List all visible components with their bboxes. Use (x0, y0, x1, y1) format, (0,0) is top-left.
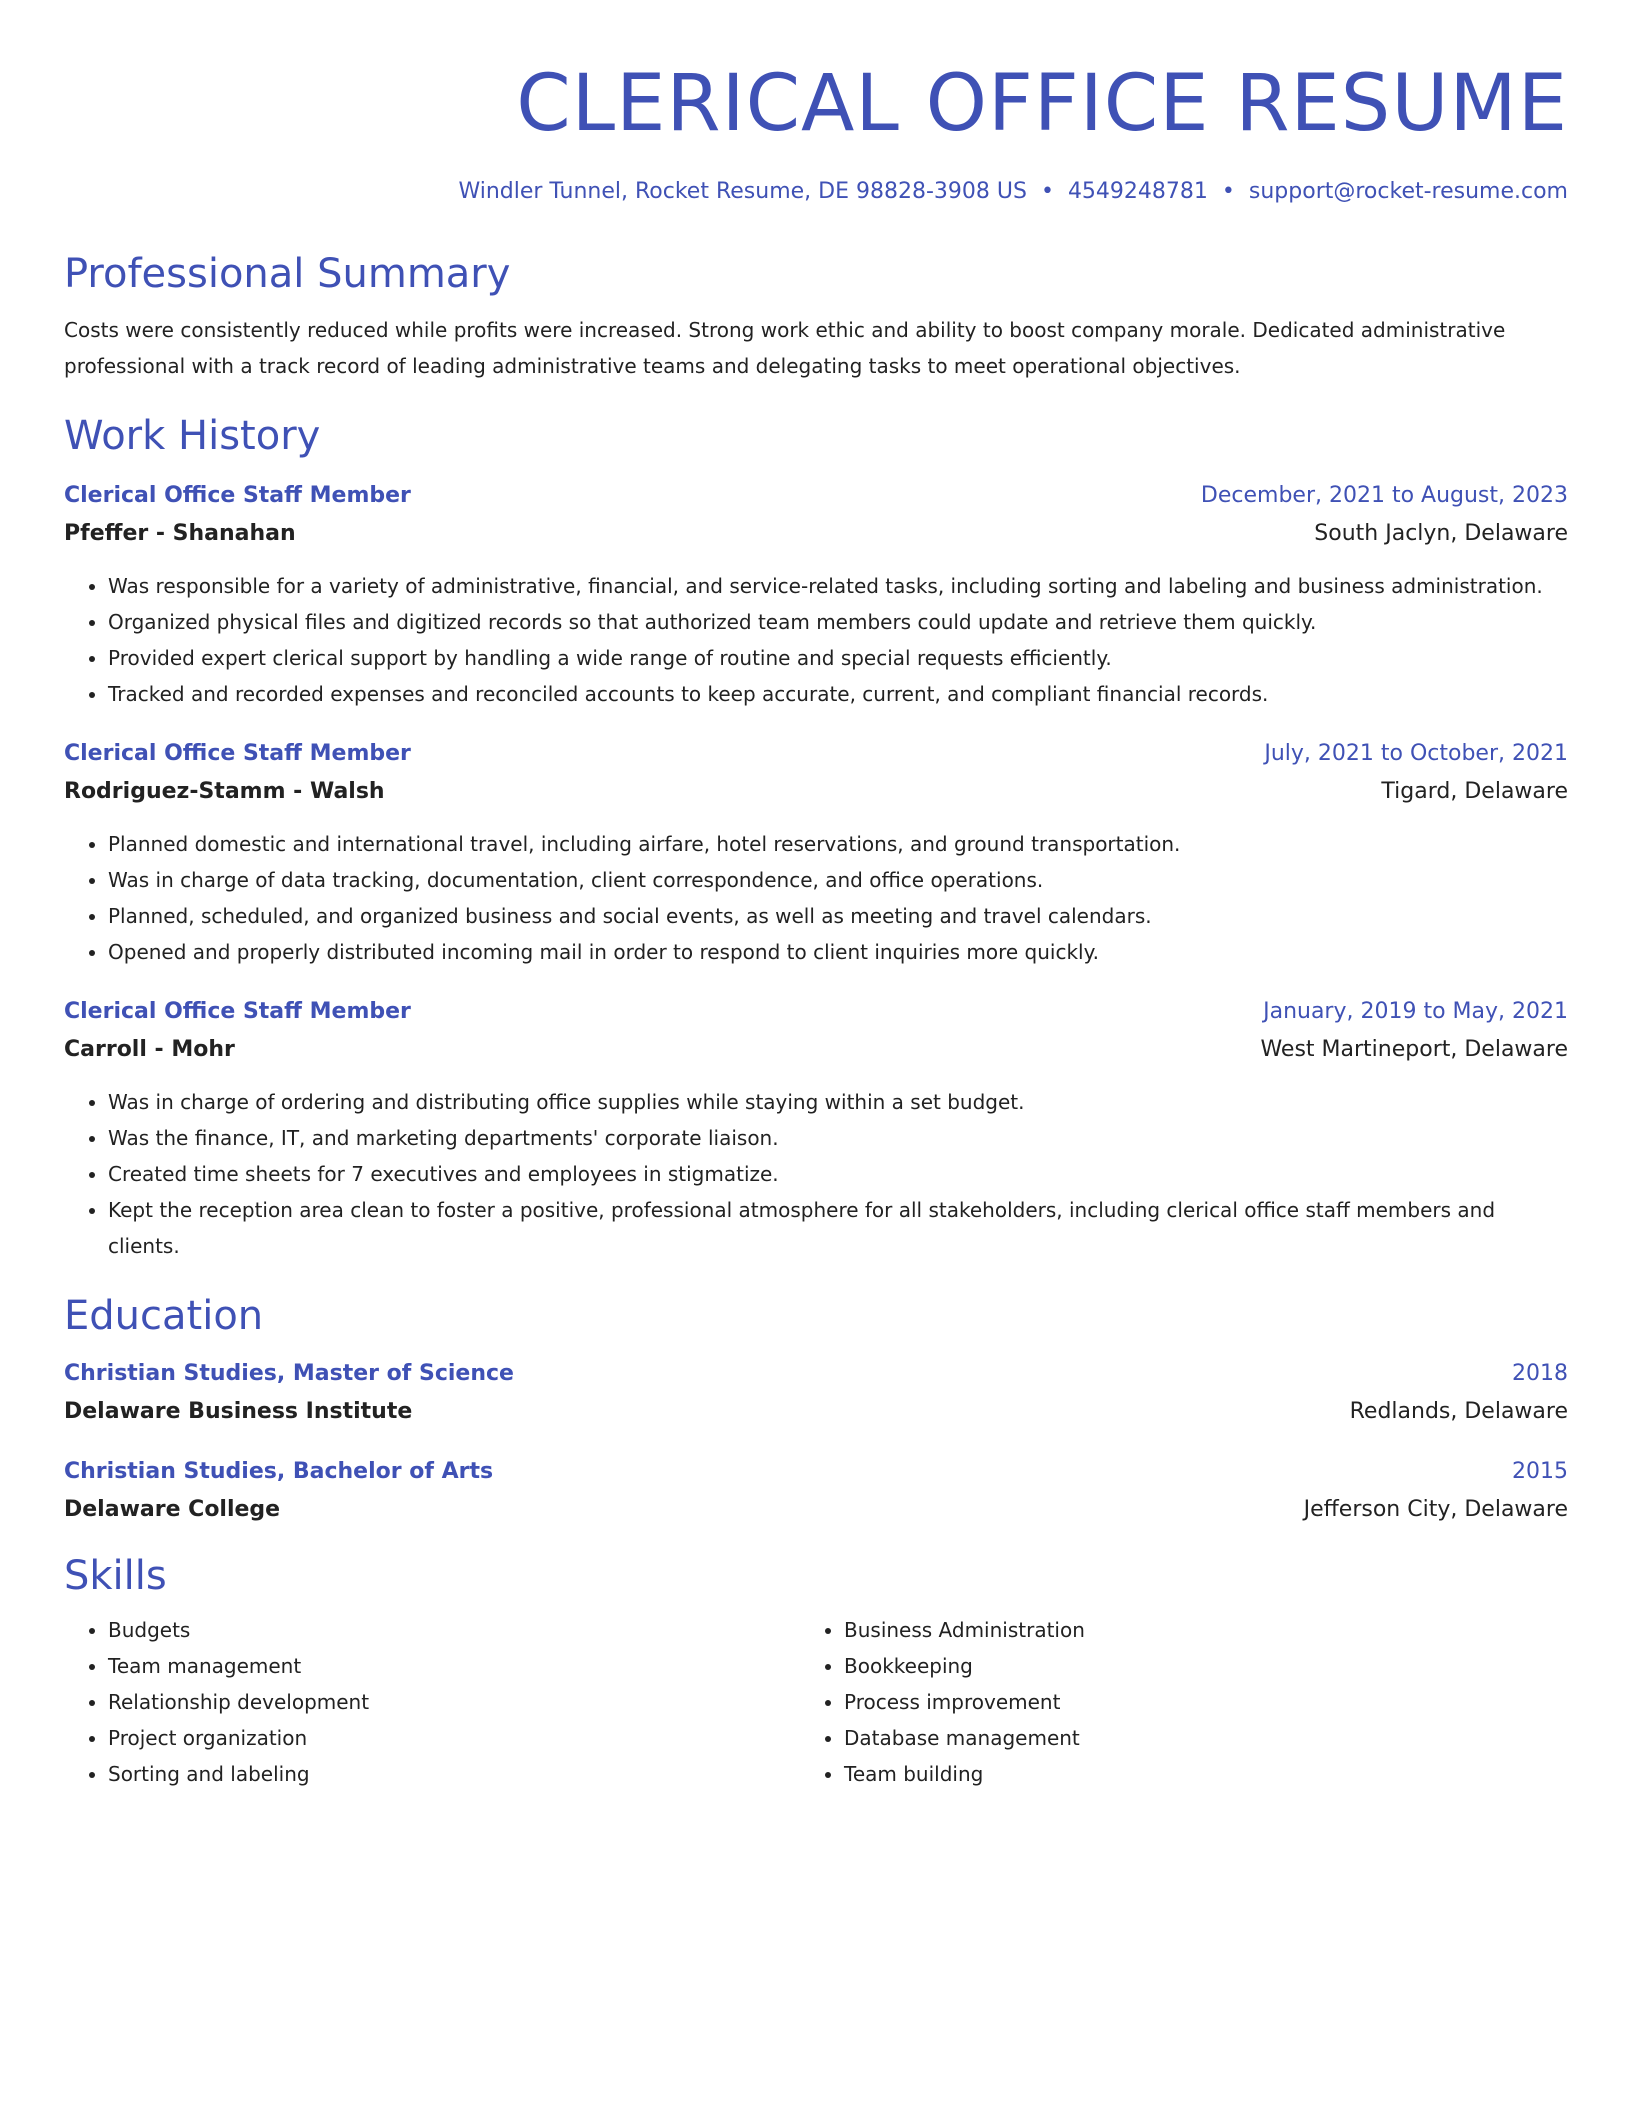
job-company: Rodriguez-Stamm - Walsh (64, 779, 385, 804)
education-school: Delaware College (64, 1497, 281, 1522)
job-bullet: • Was in charge of ordering and distributing office supplies while staying within a set budget. (108, 1084, 1568, 1120)
skill-item: • Team building (844, 1756, 1536, 1792)
address-text: Windler Tunnel, Rocket Resume, DE 98828-3908 US (458, 179, 1027, 204)
skills-column-right (800, 1612, 1536, 1792)
contact-separator: • (1221, 179, 1235, 204)
job-company: Pfeffer - Shanahan (64, 521, 296, 546)
job-entry (64, 994, 1568, 1264)
education-location: Jefferson City, Delaware (1303, 1497, 1568, 1522)
education-location: Redlands, Delaware (1349, 1399, 1568, 1424)
job-bullet: • Planned, scheduled, and organized business and social events, as well as meeting and travel calendars. (108, 898, 1568, 934)
skill-item: • Process improvement (844, 1684, 1536, 1720)
education-year: 2015 (1512, 1459, 1568, 1484)
skill-item: • Sorting and labeling (108, 1756, 800, 1792)
skill-item: • Database management (844, 1720, 1536, 1756)
skill-item: • Project organization (108, 1720, 800, 1756)
job-location: South Jaclyn, Delaware (1314, 521, 1568, 546)
summary-text: Costs were consistently reduced while profits were increased. Strong work ethic and ability to boost company morale. Dedicated administrative professional with a track record of leading administrative teams and delegating tasks to meet operational objectives. (64, 318, 1506, 378)
skill-item: • Business Administration (844, 1612, 1536, 1648)
education-degree: Christian Studies, Bachelor of Arts (64, 1459, 494, 1484)
education-entry (64, 1454, 1568, 1530)
job-bullet: • Was the finance, IT, and marketing departments' corporate liaison. (108, 1120, 1568, 1156)
contact-separator: • (1040, 179, 1054, 204)
resume-title: CLERICAL OFFICE RESUME (516, 59, 1568, 149)
job-role: Clerical Office Staff Member (64, 483, 411, 508)
job-bullet: • Created time sheets for 7 executives and employees in stigmatize. (108, 1156, 1568, 1192)
skills-heading: Skills (64, 1553, 167, 1599)
job-entry (64, 736, 1568, 970)
work-history-heading: Work History (64, 413, 321, 459)
education-heading: Education (64, 1293, 264, 1339)
skill-item: • Team management (108, 1648, 800, 1684)
job-company: Carroll - Mohr (64, 1037, 235, 1062)
education-entry (64, 1356, 1568, 1432)
job-bullets (64, 1084, 1568, 1264)
job-bullet: • Tracked and recorded expenses and reconciled accounts to keep accurate, current, and compliant financial records. (108, 676, 1568, 712)
job-bullet: • Planned domestic and international travel, including airfare, hotel reservations, and ground transportation. (108, 826, 1568, 862)
job-dates: January, 2019 to May, 2021 (1263, 999, 1568, 1024)
job-location: West Martineport, Delaware (1260, 1037, 1568, 1062)
contact-line (64, 176, 1568, 208)
job-role: Clerical Office Staff Member (64, 741, 411, 766)
education-degree: Christian Studies, Master of Science (64, 1361, 514, 1386)
education-school: Delaware Business Institute (64, 1399, 413, 1424)
phone-text: 4549248781 (1067, 179, 1208, 204)
job-role: Clerical Office Staff Member (64, 999, 411, 1024)
skill-item: • Bookkeeping (844, 1648, 1536, 1684)
job-bullets (64, 568, 1568, 712)
job-bullet: • Was in charge of data tracking, documentation, client correspondence, and office operations. (108, 862, 1568, 898)
job-bullets (64, 826, 1568, 970)
job-bullet: • Kept the reception area clean to foster a positive, professional atmosphere for all stakeholders, including clerical office staff members and clients. (108, 1192, 1568, 1264)
job-bullet: • Organized physical files and digitized records so that authorized team members could update and retrieve them quickly. (108, 604, 1568, 640)
education-year: 2018 (1512, 1361, 1568, 1386)
skill-item: • Budgets (108, 1612, 800, 1648)
summary-heading: Professional Summary (64, 251, 511, 297)
skills-column-left (64, 1612, 800, 1792)
skills-grid (64, 1612, 1568, 1792)
job-dates: December, 2021 to August, 2023 (1200, 483, 1568, 508)
job-bullet: • Provided expert clerical support by handling a wide range of routine and special requests efficiently. (108, 640, 1568, 676)
email-text: support@rocket-resume.com (1248, 179, 1568, 204)
job-entry (64, 478, 1568, 712)
job-bullet: • Opened and properly distributed incoming mail in order to respond to client inquiries more quickly. (108, 934, 1568, 970)
job-location: Tigard, Delaware (1381, 779, 1568, 804)
skill-item: • Relationship development (108, 1684, 800, 1720)
job-dates: July, 2021 to October, 2021 (1264, 741, 1568, 766)
job-bullet: • Was responsible for a variety of administrative, financial, and service-related tasks, including sorting and labeling and business administration. (108, 568, 1568, 604)
